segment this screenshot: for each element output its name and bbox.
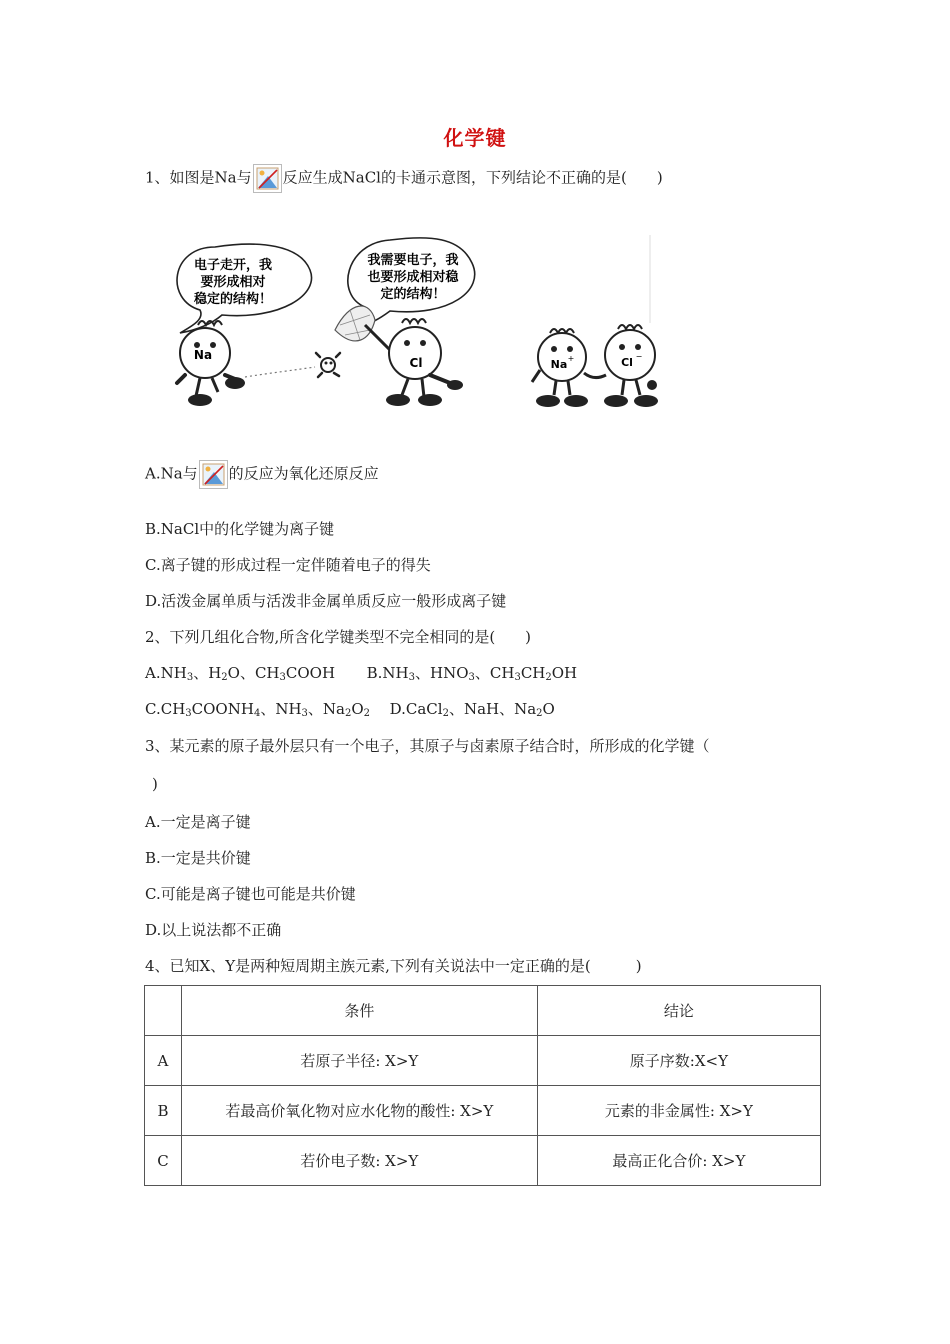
na-cl-cartoon-illustration — [160, 225, 690, 420]
q3-stem-continued: ) — [152, 775, 158, 793]
q3-option-a: A.一定是离子键 — [145, 813, 251, 831]
table-cell: 最高正化合价: X>Y — [537, 1136, 820, 1186]
q3-option-d: D.以上说法都不正确 — [145, 921, 282, 939]
q2-c-part: O — [351, 700, 364, 718]
q2-c-sub: 2 — [363, 708, 371, 719]
q2-c-part: 、NH — [260, 700, 302, 718]
bubble-right-line-1: 我需要电子，我 — [367, 253, 459, 268]
q2-a-part: 、H — [193, 664, 222, 682]
table-row — [145, 1036, 821, 1086]
cl-ion-character — [604, 235, 658, 407]
table-cell: 若最高价氧化物对应水化物的酸性: X>Y — [181, 1086, 537, 1136]
q1-option-a-before: A.Na与 — [145, 464, 198, 483]
table-row — [145, 1136, 821, 1186]
q4-table — [144, 985, 821, 1186]
bubble-left-line-3: 稳定的结构！ — [193, 292, 273, 307]
bubble-right-line-3: 定的结构！ — [380, 287, 446, 302]
q2-c-part: 、Na — [307, 700, 345, 718]
table-cell: 原子序数:X<Y — [537, 1036, 820, 1086]
table-cell: C — [145, 1136, 182, 1186]
q2-b-sub: 3 — [514, 672, 521, 683]
q2-b-part: OH — [551, 664, 578, 682]
q1-stem-before: 1、如图是Na与 — [145, 168, 252, 187]
speech-bubble-left — [177, 244, 312, 333]
q3-option-c: C.可能是离子键也可能是共价键 — [145, 885, 356, 903]
q2-options-ab — [145, 662, 577, 683]
table-cell: 若价电子数: X>Y — [181, 1136, 537, 1186]
q2-a-part: O、CH — [227, 664, 280, 682]
q1-option-b: B.NaCl中的化学键为离子键 — [145, 520, 335, 538]
q2-d-sub: 2 — [536, 708, 543, 719]
q2-a-part: A.NH — [145, 664, 187, 682]
table-header-row — [145, 986, 821, 1036]
q1-option-a — [145, 460, 379, 489]
q2-b-sub: 3 — [408, 672, 415, 683]
q2-b-part: B.NH — [366, 664, 409, 682]
q1-option-c: C.离子键的形成过程一定伴随着电子的得失 — [145, 556, 431, 574]
cl-label: Cl — [409, 356, 423, 370]
table-cell: A — [145, 1036, 182, 1086]
q3-stem: 3、某元素的原子最外层只有一个电子，其原子与卤素原子结合时，所形成的化学键（ — [145, 737, 710, 755]
na-atom-character — [177, 321, 245, 406]
q2-d-part: 、NaH、Na — [448, 700, 537, 718]
bubble-left-line-1: 电子走开，我 — [193, 258, 273, 273]
bubble-left-line-2: 要形成相对 — [200, 275, 266, 290]
q2-c-part: C.CH — [145, 700, 186, 718]
q2-b-part: 、CH — [474, 664, 515, 682]
na-ion-character — [532, 329, 606, 407]
cl-atom-character — [386, 319, 463, 406]
q2-c-sub: 3 — [185, 708, 192, 719]
q1-stem-after: 反应生成NaCl的卡通示意图，下列结论不正确的是( ) — [282, 168, 663, 187]
q2-d-part: D.CaCl — [389, 700, 443, 718]
q2-a-sub: 2 — [221, 672, 228, 683]
cl-ion-charge: − — [635, 352, 643, 361]
table-cell: 元素的非金属性: X>Y — [537, 1086, 820, 1136]
q1-option-a-after: 的反应为氧化还原反应 — [228, 464, 379, 483]
table-header-cell: 结论 — [537, 986, 820, 1036]
q2-stem: 2、下列几组化合物,所含化学键类型不完全相同的是( ) — [145, 628, 532, 646]
q2-c-part: COONH — [191, 700, 254, 718]
na-ion-label: Na — [550, 358, 568, 371]
table-header-cell: 条件 — [181, 986, 537, 1036]
na-ion-charge: + — [567, 354, 575, 363]
broken-image-icon — [199, 460, 228, 489]
q1-stem — [145, 164, 663, 193]
q1-option-d: D.活泼金属单质与活泼非金属单质反应一般形成离子键 — [145, 592, 507, 610]
cl-ion-label: Cl — [621, 356, 633, 369]
table-cell: B — [145, 1086, 182, 1136]
bubble-right-line-2: 也要形成相对稳 — [367, 270, 459, 285]
q2-b-sub: 2 — [545, 672, 552, 683]
q2-c-sub: 3 — [301, 708, 308, 719]
q2-a-sub: 3 — [279, 672, 286, 683]
q3-option-b: B.一定是共价键 — [145, 849, 251, 867]
broken-image-icon — [253, 164, 282, 193]
page-title: 化学键 — [443, 126, 507, 150]
q2-a-part: COOH — [285, 664, 336, 682]
q2-b-sub: 3 — [468, 672, 475, 683]
table-header-cell — [145, 986, 182, 1036]
q2-a-sub: 3 — [186, 672, 194, 683]
q2-d-sub: 2 — [442, 708, 449, 719]
q2-b-part: 、HNO — [414, 664, 469, 682]
electron-character — [245, 353, 340, 377]
table-row — [145, 1086, 821, 1136]
q2-c-sub: 2 — [344, 708, 352, 719]
q4-stem: 4、已知X、Y是两种短周期主族元素,下列有关说法中一定正确的是( ) — [145, 957, 642, 975]
q2-d-part: O — [542, 700, 555, 718]
q2-c-sub: 4 — [253, 708, 261, 719]
q2-b-part: CH — [520, 664, 546, 682]
q2-options-cd — [145, 698, 555, 719]
na-label: Na — [193, 348, 213, 362]
table-cell: 若原子半径: X>Y — [181, 1036, 537, 1086]
